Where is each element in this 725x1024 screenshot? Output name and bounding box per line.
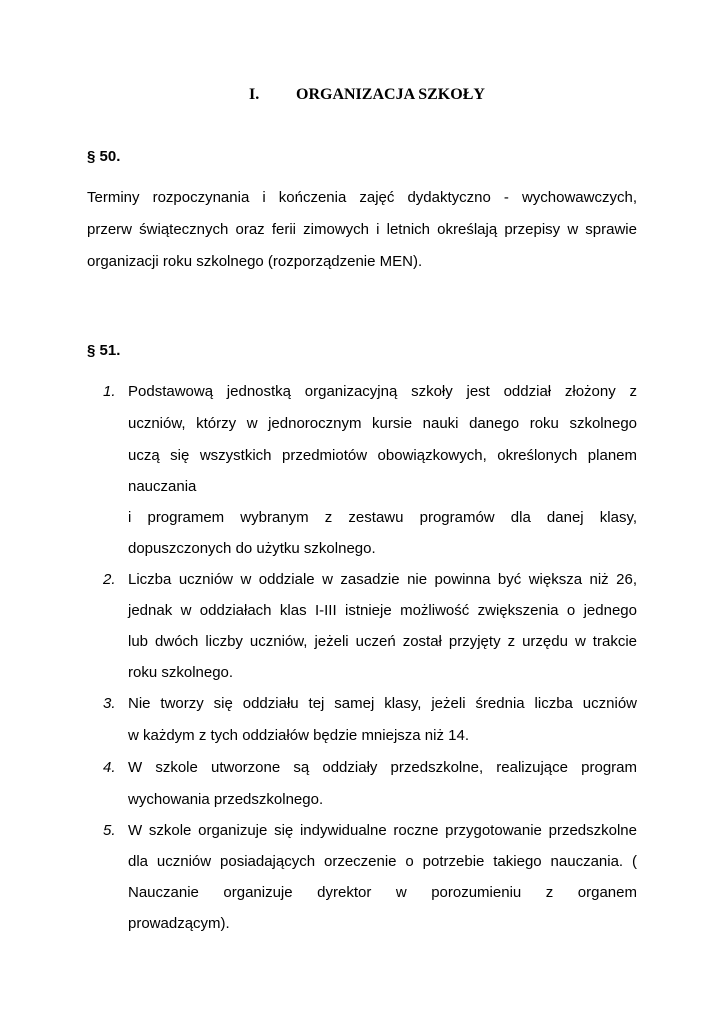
list-item-line: prowadzącym). xyxy=(128,915,230,932)
chapter-title: ORGANIZACJA SZKOŁY xyxy=(296,86,485,103)
list-item-line: dla uczniów posiadających orzeczenie o potrzebie takiego nauczania. ( xyxy=(128,853,637,870)
list-item-line: Nie tworzy się oddziału tej samej klasy, jeżeli średnia liczba uczniów xyxy=(128,695,637,712)
list-item-number: 2. xyxy=(103,571,116,588)
section-50-line: przerw świątecznych oraz ferii zimowych i letnich określają przepisy w sprawie xyxy=(87,221,637,238)
chapter-heading xyxy=(0,86,725,108)
list-item-line: Podstawową jednostką organizacyjną szkoły jest oddział złożony z xyxy=(128,383,637,400)
list-item-number: 1. xyxy=(103,383,116,400)
section-50-line: Terminy rozpoczynania i kończenia zajęć dydaktyczno - wychowawczych, xyxy=(87,189,637,206)
list-item-line: W szkole organizuje się indywidualne roczne przygotowanie przedszkolne xyxy=(128,822,637,839)
list-item-line: i programem wybranym z zestawu programów dla danej klasy, xyxy=(128,509,637,526)
list-item-line: w każdym z tych oddziałów będzie mniejsza niż 14. xyxy=(128,727,469,744)
list-item-line: Liczba uczniów w oddziale w zasadzie nie powinna być większa niż 26, xyxy=(128,571,637,588)
list-item-line: Nauczanie organizuje dyrektor w porozumieniu z organem xyxy=(128,884,637,901)
list-item-line: W szkole utworzone są oddziały przedszkolne, realizujące program xyxy=(128,759,637,776)
list-item-line: lub dwóch liczby uczniów, jeżeli uczeń został przyjęty z urzędu w trakcie xyxy=(128,633,637,650)
section-51-heading: § 51. xyxy=(87,342,121,359)
list-item-line: wychowania przedszkolnego. xyxy=(128,791,324,808)
section-50-heading: § 50. xyxy=(87,148,121,165)
chapter-number: I. xyxy=(249,86,260,103)
section-50-line: organizacji roku szkolnego (rozporządzenie MEN). xyxy=(87,253,423,270)
list-item-line: roku szkolnego. xyxy=(128,664,234,681)
list-item-number: 4. xyxy=(103,759,116,776)
list-item-line: jednak w oddziałach klas I-III istnieje możliwość zwiększenia o jednego xyxy=(128,602,637,619)
list-item-line: uczą się wszystkich przedmiotów obowiązkowych, określonych planem xyxy=(128,447,637,464)
list-item-number: 3. xyxy=(103,695,116,712)
list-item-line: uczniów, którzy w jednorocznym kursie nauki danego roku szkolnego xyxy=(128,415,637,432)
list-item-line: nauczania xyxy=(128,478,197,495)
list-item-line: dopuszczonych do użytku szkolnego. xyxy=(128,540,376,557)
list-item-number: 5. xyxy=(103,822,116,839)
